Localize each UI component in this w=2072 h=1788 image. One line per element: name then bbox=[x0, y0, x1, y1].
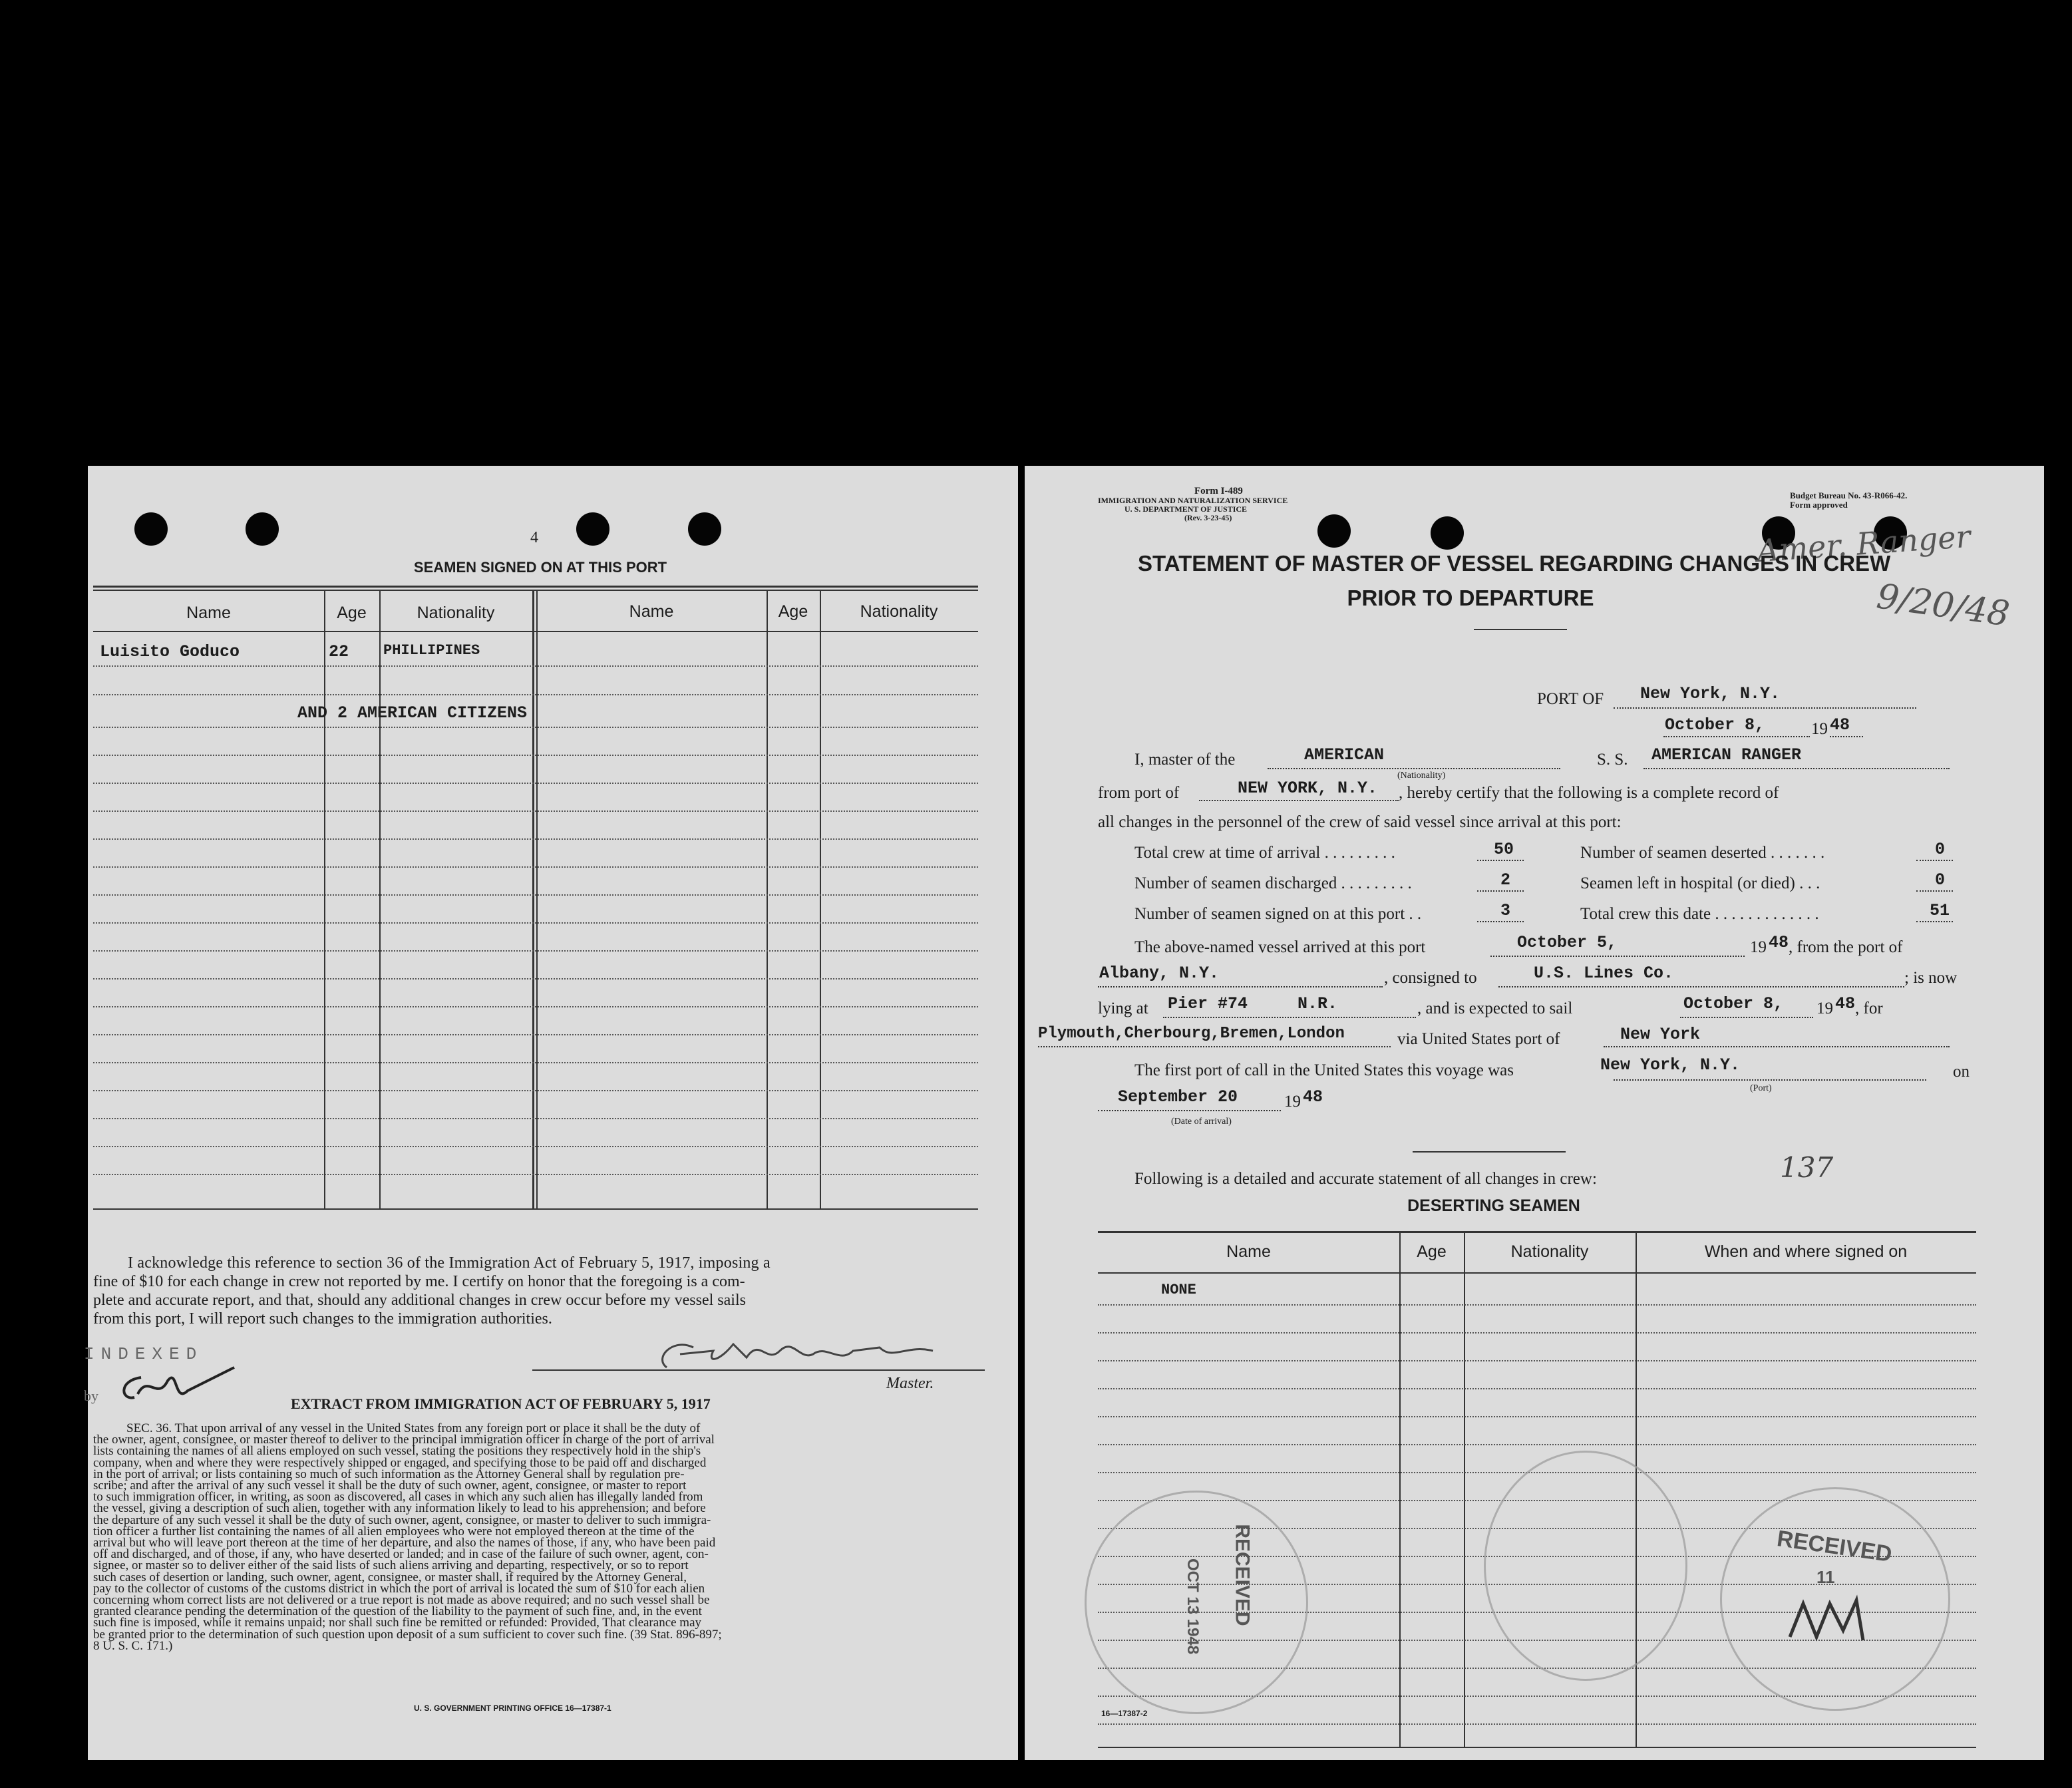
year-prefix: 19 bbox=[1811, 720, 1828, 738]
nationality-value: AMERICAN bbox=[1304, 745, 1385, 765]
stat-value: 2 bbox=[1500, 870, 1511, 890]
table-top-rule bbox=[1098, 1231, 1976, 1233]
row-rule bbox=[93, 1006, 978, 1007]
entry-note: AND 2 AMERICAN CITIZENS bbox=[297, 703, 528, 723]
master-label: Master. bbox=[886, 1375, 934, 1392]
entry-age: 22 bbox=[329, 642, 349, 661]
signature-line bbox=[532, 1369, 985, 1371]
expected-sail: , and is expected to sail bbox=[1417, 999, 1573, 1017]
table-header-rule bbox=[93, 631, 978, 632]
column-divider bbox=[532, 590, 534, 1208]
row-rule bbox=[93, 1062, 978, 1063]
extract-line: in the port of arrival; or lists containing so much of such information as the Attorney General shall by regulation pre- bbox=[93, 1467, 685, 1481]
consigned-label: , consigned to bbox=[1384, 969, 1477, 987]
origin-port: Albany, N.Y. bbox=[1099, 964, 1220, 983]
extract-line: to such immigration officer, in writing, as soon as discovered, all cases in which any such alien has illegally landed from bbox=[93, 1490, 703, 1505]
from-port-value: NEW YORK, N.Y. bbox=[1238, 779, 1378, 798]
handwritten-ship-name: Amer. Ranger bbox=[1755, 518, 1972, 570]
ack-line: plete and accurate report, and that, should any additional changes in crew occur before my vessel sails bbox=[93, 1292, 746, 1309]
column-header: Age bbox=[778, 602, 808, 621]
ss-label: S. S. bbox=[1597, 751, 1628, 769]
extract-line: company, when and where they were respectively shipped or engaged, and specifying those to be paid off and discharged bbox=[93, 1455, 707, 1470]
fill-line bbox=[1614, 1079, 1926, 1081]
received-stamp-day: 11 bbox=[1816, 1567, 1835, 1587]
form-approved: Form approved bbox=[1790, 500, 1848, 510]
fill-line bbox=[1199, 800, 1399, 801]
column-header: When and where signed on bbox=[1704, 1242, 1908, 1261]
stat-label: Number of seamen signed on at this port . . bbox=[1134, 905, 1422, 923]
row-rule bbox=[1098, 1723, 1976, 1725]
stat-value: 0 bbox=[1935, 870, 1946, 890]
entry-nationality: PHILLIPINES bbox=[383, 642, 480, 659]
row-rule bbox=[93, 950, 978, 952]
certify-text: , hereby certify that the following is a complete record of bbox=[1399, 784, 1779, 802]
handwritten-number: 137 bbox=[1780, 1151, 1834, 1184]
following-text: Following is a detailed and accurate statement of all changes in crew: bbox=[1134, 1170, 1597, 1188]
received-stamp-text: RECEIVED bbox=[1775, 1526, 1894, 1567]
stat-value: 50 bbox=[1494, 840, 1514, 859]
section-rule bbox=[1413, 1151, 1566, 1153]
left-page bbox=[84, 466, 1018, 1760]
fill-line bbox=[1643, 768, 1950, 769]
fill-line bbox=[1680, 1017, 1813, 1018]
punch-hole bbox=[1431, 516, 1464, 550]
fill-line bbox=[1663, 736, 1810, 737]
table-header-rule bbox=[1098, 1272, 1976, 1274]
printer-mark: U. S. GOVERNMENT PRINTING OFFICE 16—17387-1 bbox=[414, 1703, 611, 1713]
stat-label: Total crew at time of arrival . . . . . . . . . bbox=[1134, 844, 1395, 862]
row-rule bbox=[93, 894, 978, 896]
from-the-port: , from the port of bbox=[1789, 938, 1903, 956]
arrival-caption: (Date of arrival) bbox=[1171, 1117, 1232, 1127]
fill-line bbox=[1268, 768, 1560, 769]
arrival-year: 48 bbox=[1303, 1087, 1323, 1107]
punch-hole bbox=[688, 512, 721, 546]
pier: Pier #74 N.R. bbox=[1168, 994, 1338, 1013]
changes-text: all changes in the personnel of the crew of said vessel since arrival at this port: bbox=[1098, 813, 1622, 831]
nationality-caption: (Nationality) bbox=[1397, 771, 1446, 781]
extract-line: off and discharged, and of those, if any, who have deserted or landed; and in case of the failure of such owner, agent, con- bbox=[93, 1547, 709, 1562]
extract-line: the departure of any such vessel it shall be the duty of such owner, agent, consignee, or master to deliver to such immigra- bbox=[93, 1513, 711, 1527]
table-bottom-rule bbox=[1098, 1747, 1976, 1748]
punch-hole bbox=[576, 512, 609, 546]
ack-line: I acknowledge this reference to section 36 of the Immigration Act of February 5, 1917, imposing a bbox=[128, 1254, 771, 1272]
title-rule bbox=[1474, 629, 1567, 630]
fill-line bbox=[1477, 890, 1524, 892]
stat-label: Number of seamen discharged . . . . . . . . . bbox=[1134, 874, 1412, 892]
row-rule bbox=[1098, 1304, 1976, 1306]
section-title: SEAMEN SIGNED ON AT THIS PORT bbox=[413, 559, 667, 576]
punch-hole bbox=[1317, 514, 1351, 548]
column-divider bbox=[324, 590, 325, 1208]
column-divider bbox=[767, 590, 768, 1208]
fill-line bbox=[1163, 1017, 1416, 1018]
master-of-label: I, master of the bbox=[1134, 751, 1236, 769]
via-port: New York bbox=[1620, 1025, 1701, 1044]
arrived-text: The above-named vessel arrived at this port bbox=[1134, 938, 1426, 956]
page-number: 4 bbox=[530, 529, 538, 546]
extract-line: the vessel, giving a description of such alien, together with any information likely to lead to his apprehension; and before bbox=[93, 1501, 706, 1516]
column-divider bbox=[1399, 1231, 1401, 1747]
lying-at-label: lying at bbox=[1098, 999, 1148, 1017]
column-header: Nationality bbox=[860, 602, 938, 621]
row-rule bbox=[93, 783, 978, 784]
stat-label: Seamen left in hospital (or died) . . . bbox=[1580, 874, 1820, 892]
column-divider bbox=[536, 590, 538, 1208]
extract-line: such cases of desertion or landing, such owner, agent, consignee, or master shall, if required by the Attorney General, bbox=[93, 1570, 687, 1584]
column-header: Name bbox=[186, 604, 231, 622]
extract-line: granted clearance pending the determination of the question of the liability to the payment of such fine, and, in the event bbox=[93, 1604, 702, 1619]
row-rule bbox=[93, 1034, 978, 1035]
punch-hole bbox=[246, 512, 279, 546]
port-caption: (Port) bbox=[1750, 1083, 1772, 1093]
fill-line bbox=[1098, 986, 1383, 987]
row-rule bbox=[93, 1174, 978, 1175]
column-header: Nationality bbox=[417, 604, 495, 622]
table-top-rule bbox=[93, 590, 978, 591]
date-value: October 8, bbox=[1665, 715, 1765, 735]
column-header: Age bbox=[337, 604, 367, 622]
consignee: U.S. Lines Co. bbox=[1534, 964, 1674, 983]
fill-line bbox=[1498, 986, 1904, 987]
agency-line: U. S. DEPARTMENT OF JUSTICE bbox=[1124, 504, 1248, 514]
stat-label: Total crew this date . . . . . . . . . . . . . bbox=[1580, 905, 1819, 923]
entry-name: Luisito Goduco bbox=[100, 642, 240, 661]
stat-value: 0 bbox=[1935, 840, 1946, 859]
row-rule bbox=[93, 1118, 978, 1119]
extract-line: signee, or master so to deliver either of the said lists of such aliens arriving and departing, respectively, or so to report bbox=[93, 1558, 689, 1573]
stat-label: Number of seamen deserted . . . . . . . bbox=[1580, 844, 1825, 862]
extract-line: tion officer a further list containing the names of all alien employees who were not employed thereon at the time of the bbox=[93, 1524, 695, 1538]
from-port-label: from port of bbox=[1098, 784, 1180, 802]
row-rule bbox=[1098, 1360, 1976, 1361]
printer-mark: 16—17387-2 bbox=[1101, 1709, 1148, 1718]
revision-date: (Rev. 3-23-45) bbox=[1184, 513, 1232, 522]
received-stamp-date: OCT 13 1948 bbox=[1184, 1558, 1202, 1655]
row-rule bbox=[1098, 1444, 1976, 1445]
row-rule bbox=[1098, 1332, 1976, 1334]
extract-title: EXTRACT FROM IMMIGRATION ACT OF FEBRUARY 5, 1917 bbox=[291, 1395, 711, 1412]
column-header: Nationality bbox=[1510, 1242, 1589, 1261]
column-divider bbox=[1464, 1231, 1465, 1747]
ship-name: AMERICAN RANGER bbox=[1651, 745, 1802, 765]
extract-line: pay to the collector of customs of the customs district in which the port of arrival is located the sum of $10 for each alien bbox=[93, 1581, 705, 1596]
is-now: ; is now bbox=[1904, 969, 1958, 987]
form-number: Form I-489 bbox=[1194, 486, 1243, 496]
row-rule bbox=[93, 810, 978, 812]
arrived-date: October 5, bbox=[1517, 933, 1618, 952]
fill-line bbox=[1830, 736, 1863, 737]
first-port-text: The first port of call in the United States this voyage was bbox=[1134, 1061, 1514, 1079]
received-stamp-text: RECEIVED bbox=[1231, 1524, 1254, 1626]
extract-line: be granted prior to the determination of such question upon deposit of a sum sufficient to cover such fine. (39 Stat. 896-897; bbox=[93, 1627, 722, 1642]
stamp-initials bbox=[1783, 1590, 1883, 1650]
first-port: New York, N.Y. bbox=[1600, 1055, 1741, 1075]
row-rule bbox=[93, 665, 978, 667]
row-rule bbox=[1098, 1416, 1976, 1417]
extract-line: 8 U. S. C. 171.) bbox=[93, 1638, 173, 1653]
handwritten-date: 9/20/48 bbox=[1874, 576, 2012, 635]
for-label: , for bbox=[1855, 999, 1883, 1017]
deserting-title: DESERTING SEAMEN bbox=[1407, 1196, 1580, 1215]
port-label: PORT OF bbox=[1537, 690, 1604, 708]
extract-line: lists containing the names of all aliens employed on such vessel, stating the positions they respectively hold in the ship's bbox=[93, 1444, 701, 1459]
initials-signature bbox=[114, 1361, 248, 1414]
arrival-date: September 20 bbox=[1118, 1087, 1238, 1107]
column-header: Name bbox=[1226, 1242, 1271, 1261]
year-prefix: 19 bbox=[1284, 1093, 1301, 1111]
extract-line: the owner, agent, consignee, or master thereof to deliver to the principal immigration officer in charge of the port of arrival bbox=[93, 1433, 715, 1447]
extract-line: arrival but who will leave port thereon at the time of her departure, and also the names of those, if any, who have been paid bbox=[93, 1536, 716, 1550]
extract-line: scribe; and after the arrival of any such vessel it shall be the duty of such owner, agent, consignee, or master to report bbox=[93, 1479, 687, 1493]
deserting-entry: NONE bbox=[1161, 1282, 1196, 1298]
fill-line bbox=[1490, 956, 1745, 957]
fill-line bbox=[1477, 921, 1524, 922]
sail-date: October 8, bbox=[1683, 994, 1784, 1013]
fill-line bbox=[1916, 921, 1953, 922]
date-year: 48 bbox=[1830, 715, 1850, 735]
budget-bureau: Budget Bureau No. 43-R066-42. bbox=[1790, 490, 1908, 500]
column-header: Age bbox=[1417, 1242, 1447, 1261]
fill-line bbox=[1916, 860, 1953, 861]
fill-line bbox=[1614, 707, 1916, 709]
fill-line bbox=[1038, 1046, 1391, 1047]
agency-line: IMMIGRATION AND NATURALIZATION SERVICE bbox=[1098, 496, 1288, 505]
by-label: by bbox=[84, 1387, 98, 1404]
port-value: New York, N.Y. bbox=[1640, 684, 1781, 703]
extract-body bbox=[93, 1423, 991, 1652]
row-rule bbox=[93, 1090, 978, 1091]
row-rule bbox=[93, 978, 978, 980]
row-rule bbox=[93, 866, 978, 868]
fill-line bbox=[1098, 1110, 1281, 1111]
column-header: Name bbox=[629, 602, 674, 621]
table-top-rule bbox=[93, 586, 978, 588]
year-prefix: 19 bbox=[1750, 938, 1767, 956]
extract-line: concerning whom correct lists are not delivered or a true report is not made as above required; and no such vessel shall be bbox=[93, 1593, 710, 1608]
column-divider bbox=[379, 590, 381, 1208]
ack-line: fine of $10 for each change in crew not reported by me. I certify on honor that the foregoing is a com- bbox=[93, 1273, 745, 1290]
via-text: via United States port of bbox=[1397, 1030, 1560, 1048]
row-rule bbox=[93, 755, 978, 756]
row-rule bbox=[93, 727, 978, 728]
destinations: Plymouth,Cherbourg,Bremen,London bbox=[1038, 1025, 1345, 1043]
row-rule bbox=[93, 1146, 978, 1147]
punch-hole bbox=[134, 512, 168, 546]
indexed-stamp: INDEXED bbox=[84, 1344, 204, 1364]
fill-line bbox=[1477, 860, 1524, 861]
table-bottom-rule bbox=[93, 1208, 978, 1210]
arrived-year: 48 bbox=[1769, 933, 1789, 952]
fill-line bbox=[1604, 1046, 1950, 1047]
column-divider bbox=[820, 590, 821, 1208]
extract-line: SEC. 36. That upon arrival of any vessel in the United States from any foreign port or place it shall be the duty of bbox=[126, 1421, 701, 1435]
ack-line: from this port, I will report such changes to the immigration authorities. bbox=[93, 1310, 552, 1328]
stat-value: 3 bbox=[1500, 901, 1511, 920]
seal-stamp bbox=[1484, 1451, 1687, 1681]
form-subtitle: PRIOR TO DEPARTURE bbox=[1347, 586, 1594, 610]
fill-line bbox=[1916, 890, 1953, 892]
extract-line: such fine is imposed, while it remains unpaid; nor shall such fine be remitted or refunded: Provided, That clearance may bbox=[93, 1616, 702, 1630]
row-rule bbox=[93, 694, 978, 695]
on-label: on bbox=[1953, 1063, 1970, 1081]
row-rule bbox=[93, 838, 978, 840]
right-page bbox=[1025, 466, 2044, 1760]
year-prefix: 19 bbox=[1816, 999, 1833, 1017]
row-rule bbox=[93, 922, 978, 924]
row-rule bbox=[1098, 1388, 1976, 1389]
sail-year: 48 bbox=[1835, 994, 1856, 1013]
stat-value: 51 bbox=[1930, 901, 1950, 920]
form-title: STATEMENT OF MASTER OF VESSEL REGARDING CHANGES IN CREW bbox=[1138, 551, 1891, 576]
